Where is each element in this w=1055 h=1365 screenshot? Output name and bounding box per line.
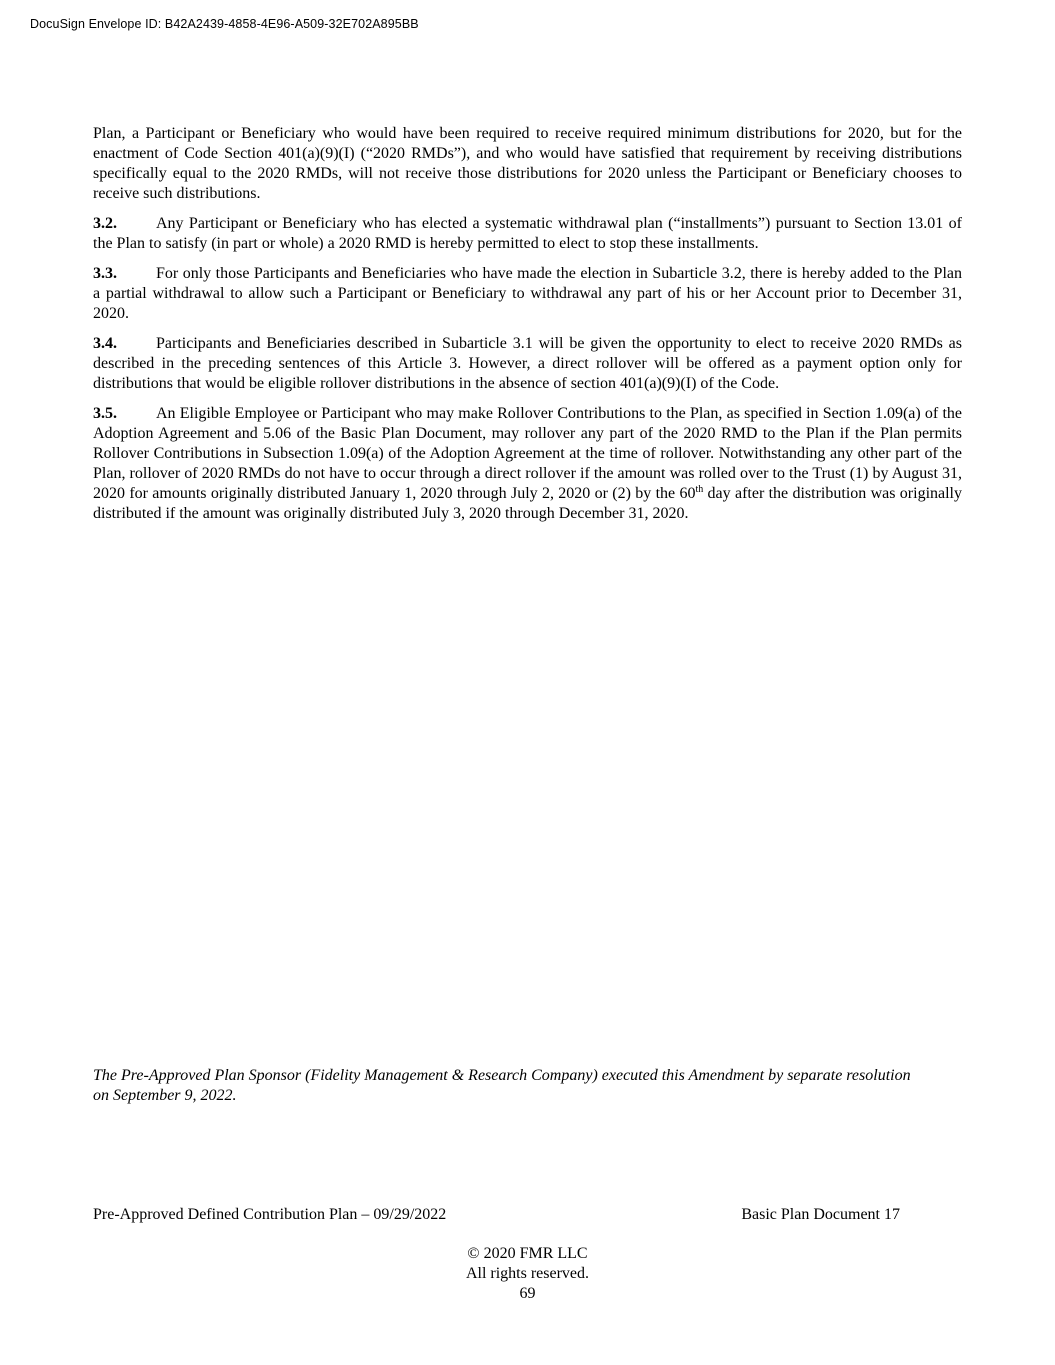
- section-3-5: [93, 404, 962, 524]
- section-text: Participants and Beneficiaries described in Subarticle 3.1 will be given the opportunity to elect to receive 2020 RMDs as described in the preceding sentences of this Article 3. However, a direct rollover will be offered as a payment option only for distributions that would be eligible rollover distributions in the absence of section 401(a)(9)(I) of the Code.: [93, 335, 962, 392]
- footer-plan-title: Pre-Approved Defined Contribution Plan – 09/29/2022: [93, 1206, 447, 1223]
- document-body: [93, 124, 962, 534]
- section-number: 3.5.: [93, 405, 117, 422]
- docusign-envelope-id: DocuSign Envelope ID: B42A2439-4858-4E96-A509-32E702A895BB: [30, 17, 419, 31]
- footer-document-ref: Basic Plan Document 17: [741, 1206, 900, 1223]
- footer-copyright-block: [0, 1244, 1055, 1304]
- page-number: 69: [519, 1285, 536, 1302]
- sponsor-execution-note: The Pre-Approved Plan Sponsor (Fidelity Management & Research Company) executed this Amendment by separate resolution on September 9, 2022.: [93, 1067, 911, 1104]
- section-text: An Eligible Employee or Participant who may make Rollover Contributions to the Plan, as specified in Section 1.09(a) of the Adoption Agreement and 5.06 of the Basic Plan Document, may rollover any part of the 2020 RMD to the Plan if the Plan permits Rollover Contributions in Subsection 1.09(a) of the Adoption Agreement at the time of rollover. Notwithstanding any other part of the Plan, rollover of 2020 RMDs do not have to occur through a direct rollover if the amount was rolled over to the Trust (1) by August 31, 2020 for amounts originally distributed January 1, 2020 through July 2, 2020 or (2) by the 60: [93, 405, 962, 502]
- section-number: 3.2.: [93, 215, 117, 232]
- section-text: Any Participant or Beneficiary who has elected a systematic withdrawal plan (“installments”) pursuant to Section 13.01 of the Plan to satisfy (in part or whole) a 2020 RMD is hereby permitted to elect to stop these installments.: [93, 215, 962, 252]
- section-number: 3.3.: [93, 265, 117, 282]
- rights-reserved: All rights reserved.: [465, 1265, 590, 1282]
- section-3-4: [93, 334, 962, 394]
- intro-paragraph: Plan, a Participant or Beneficiary who would have been required to receive required minimum distributions for 2020, but for the enactment of Code Section 401(a)(9)(I) (“2020 RMDs”), and who would have satisfied that requirement by receiving distributions specifically equal to the 2020 RMDs, will not receive those distributions for 2020 unless the Participant or Beneficiary chooses to receive such distributions.: [93, 125, 962, 202]
- section-3-3: [93, 264, 962, 324]
- section-number: 3.4.: [93, 335, 117, 352]
- section-3-2: [93, 214, 962, 254]
- ordinal-superscript: th: [695, 484, 704, 495]
- copyright: © 2020 FMR LLC: [467, 1245, 588, 1262]
- section-text-continued: day after the distribution was originally distributed if the amount was originally distributed July 3, 2020 through December 31, 2020.: [93, 485, 963, 522]
- section-text: For only those Participants and Beneficiaries who have made the election in Subarticle 3.2, there is hereby added to the Plan a partial withdrawal to allow such a Participant or Beneficiary to withdrawal any part of his or her Account prior to December 31, 2020.: [93, 265, 962, 322]
